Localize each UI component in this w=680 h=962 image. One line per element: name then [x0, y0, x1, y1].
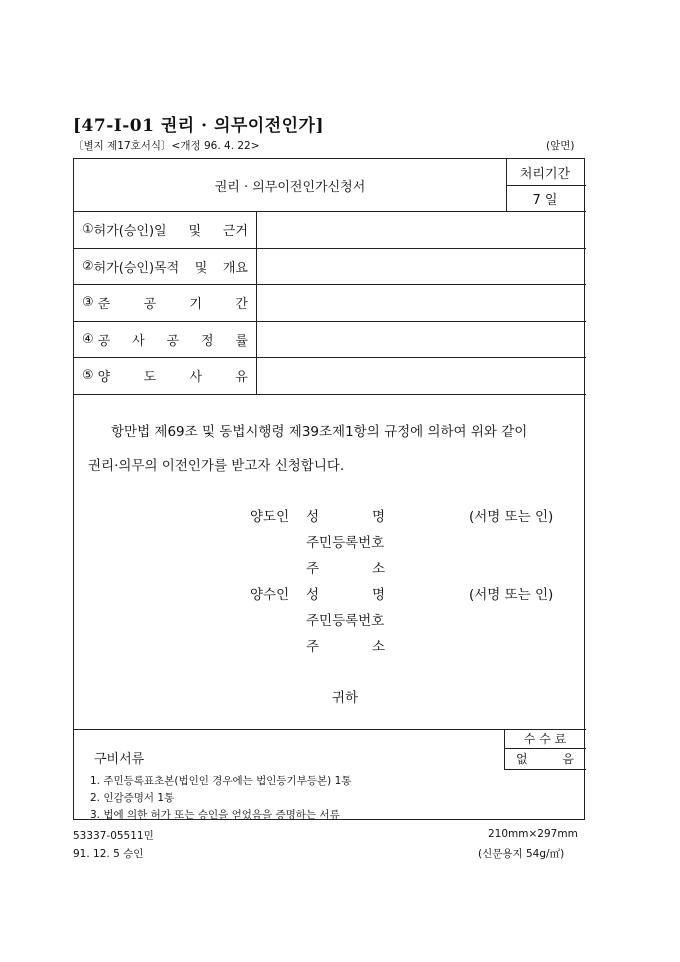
transferee-label: 양수인 [250, 587, 290, 603]
row-label: 및 [188, 224, 202, 239]
completion-period-input[interactable] [257, 284, 585, 321]
row-label: 사 [132, 333, 145, 349]
row-label: 정 [200, 333, 214, 349]
processing-period-value: 7 일 [532, 192, 558, 208]
transferee-rrn-label: 주민등록번호 [306, 613, 385, 629]
application-form [73, 158, 585, 820]
form-title-header: [47-I-01 권리 · 의무이전인가] [73, 116, 325, 136]
required-docs-title: 구비서류 [94, 752, 145, 767]
statement-line-2: 권리·의무의 이전인가를 받고자 신청합니다. [88, 458, 345, 474]
form-number: 〔별지 제17호서식〕<개정 96. 4. 22> [73, 140, 260, 152]
addressee: 귀하 [332, 690, 359, 706]
row-transfer-reason [82, 357, 248, 394]
processing-period-label: 처리기간 [519, 166, 571, 182]
transferee-name-label: 성 [306, 587, 320, 603]
row-label: 유 [235, 370, 248, 385]
permit-purpose-input[interactable] [257, 248, 585, 284]
transferor-sign-note: (서명 또는 인) [469, 509, 554, 525]
transferor-name-label: 명 [372, 509, 386, 525]
row-number: ④ [82, 331, 94, 347]
row-number: ⑤ [82, 368, 94, 383]
row-completion-period [82, 284, 248, 321]
row-number: ① [82, 222, 94, 237]
row-label: 준 [97, 297, 111, 312]
progress-rate-input[interactable] [257, 321, 585, 357]
transfer-reason-input[interactable] [257, 357, 585, 394]
row-progress-rate [82, 321, 248, 357]
fee-label: 수 수 료 [523, 732, 567, 746]
permit-date-input[interactable] [257, 211, 585, 248]
row-label: 도 [143, 370, 157, 385]
row-label: 개요 [222, 260, 248, 276]
statement-line-1: 항만법 제69조 및 동법시행령 제39조제1항의 규정에 의하여 위와 같이 [111, 424, 528, 440]
transferor-name-label: 성 [306, 509, 320, 525]
form-heading: 권리 · 의무이전인가신청서 [214, 179, 366, 195]
approval-date: 91. 12. 5 승인 [73, 848, 144, 860]
fee-value-text: 없 [516, 752, 528, 766]
row-number: ② [82, 258, 94, 274]
row-label: 간 [235, 297, 248, 312]
row-permit-date [82, 211, 248, 248]
row-label: 양 [97, 370, 111, 385]
row-label: 허가(승인)목적 [93, 260, 180, 276]
transferor-address-label: 소 [372, 561, 386, 577]
transferee-name-label: 명 [372, 587, 386, 603]
required-doc-item: 2. 인감증명서 1통 [90, 792, 175, 804]
row-permit-purpose [82, 248, 248, 284]
transferee-sign-note: (서명 또는 인) [469, 587, 554, 603]
row-number: ③ [82, 295, 94, 310]
row-label: 률 [235, 333, 248, 349]
row-label: 및 [194, 260, 208, 276]
transferor-rrn-label: 주민등록번호 [306, 535, 385, 551]
fee-value [516, 749, 574, 768]
fee-value-text: 음 [562, 752, 574, 766]
row-label: 근거 [222, 224, 248, 239]
row-label: 공 [166, 333, 180, 349]
row-label: 공 [97, 333, 111, 349]
row-label: 기 [189, 297, 203, 312]
required-doc-item: 1. 주민등록표초본(법인인 경우에는 법인등기부등본) 1통 [90, 775, 352, 787]
row-label: 허가(승인)일 [93, 224, 167, 239]
transferor-address-label: 주 [306, 561, 320, 577]
transferee-address-label: 주 [306, 639, 320, 655]
row-label: 사 [189, 370, 203, 385]
transferor-label: 양도인 [250, 509, 290, 525]
page-side-label: (앞면) [546, 140, 575, 152]
form-code: 53337-05511민 [73, 830, 154, 842]
transferee-address-label: 소 [372, 639, 386, 655]
row-label: 공 [143, 297, 157, 312]
paper-type: (신문용지 54g/㎡) [478, 848, 565, 860]
required-doc-item: 3. 법에 의한 허가 또는 승인을 얻었음을 증명하는 서류 [90, 809, 340, 821]
paper-size: 210mm×297mm [488, 828, 578, 840]
